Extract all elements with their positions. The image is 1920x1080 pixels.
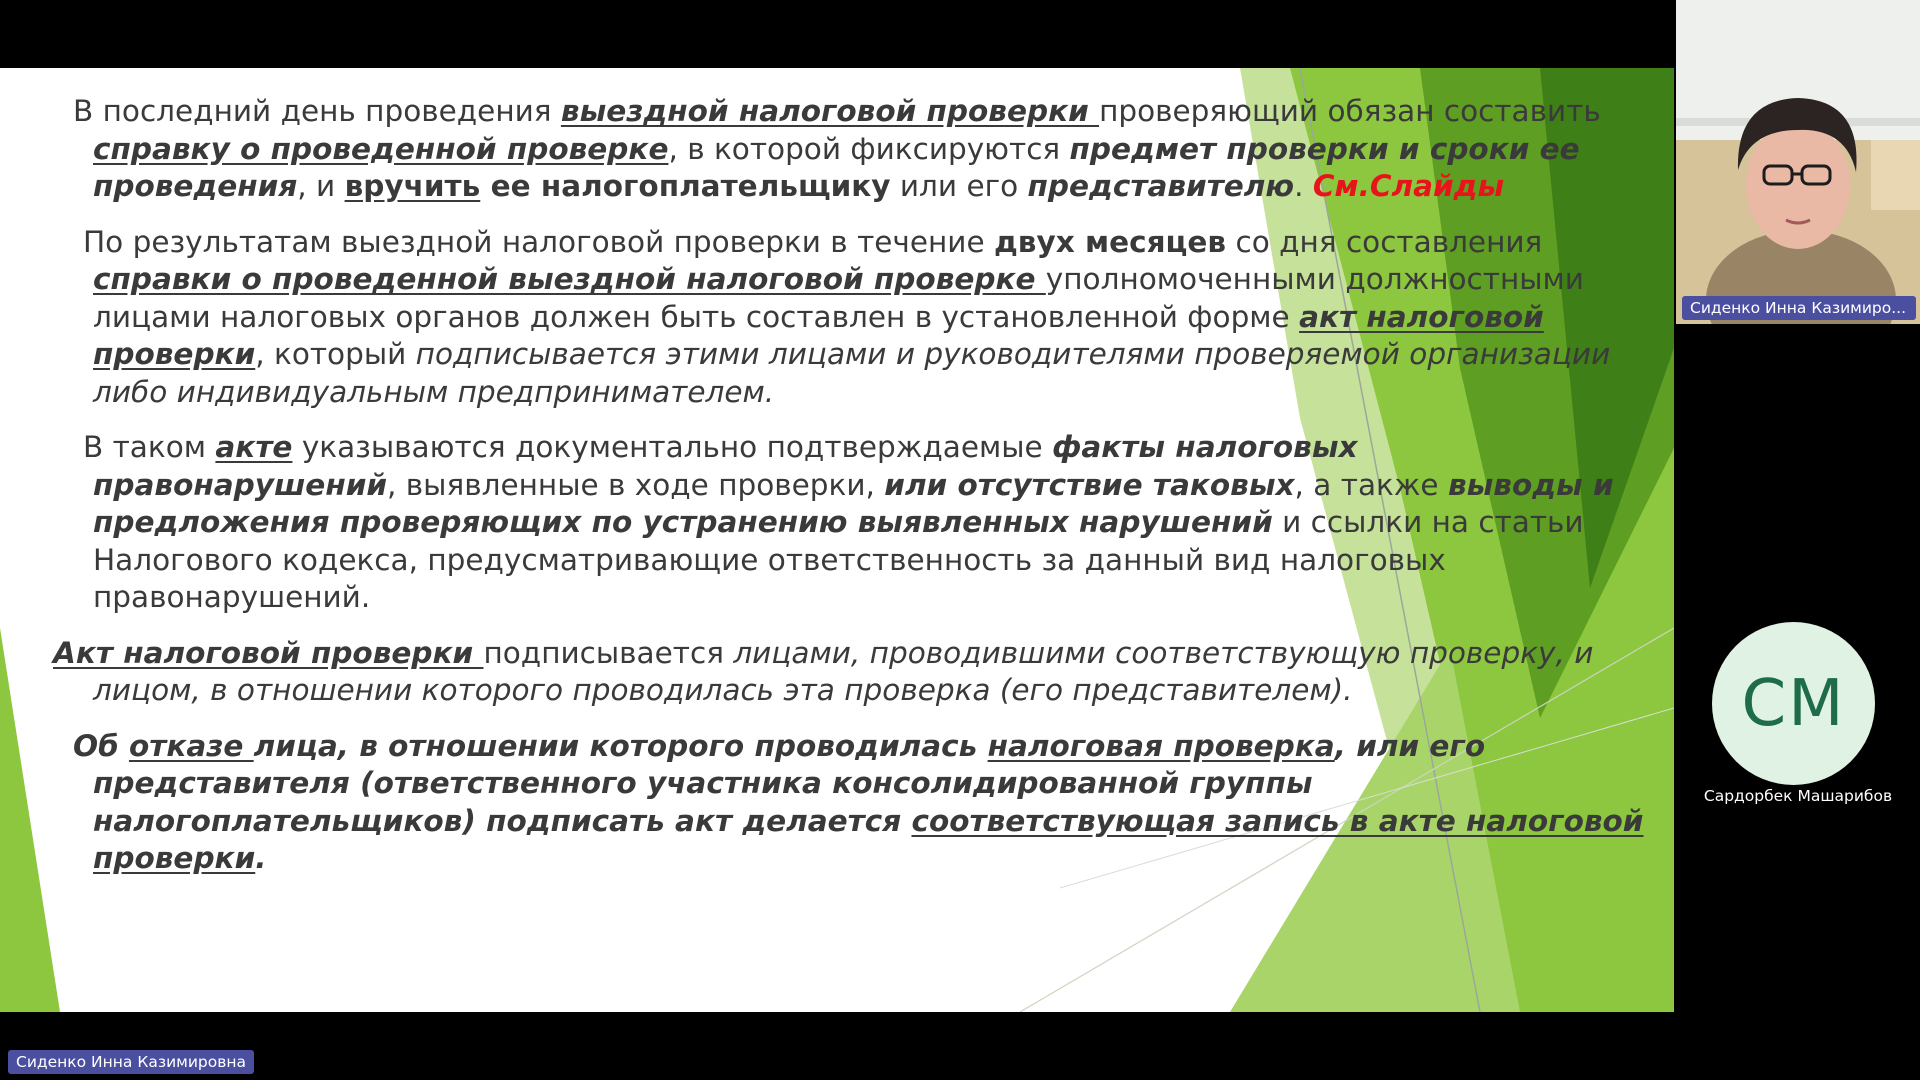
participant-name: Сардорбек Машарибов <box>1703 787 1893 805</box>
paragraph-1 <box>45 93 1655 206</box>
p3-text-4: факты налоговых правонарушений <box>93 430 1358 502</box>
p2-text-1: По результатам выездной налоговой проверки в течение <box>83 224 994 259</box>
p3-text-7: , а также <box>1294 467 1448 502</box>
p3-text-3: указываются документально подтверждаемые <box>292 430 1053 464</box>
speaker-video-tile[interactable] <box>1676 0 1920 324</box>
participant-avatar[interactable] <box>1712 622 1875 785</box>
avatar-initials: СМ <box>1741 666 1846 741</box>
p1-text-9: ее налогоплательщику <box>480 169 891 203</box>
presentation-slide <box>0 68 1674 1012</box>
p1-text-3: проверяющий обязан составить <box>1099 94 1601 128</box>
p3-text-9: и ссылки на статьи Налогового кодекса, предусматривающие ответственность за данный вид налоговых правонарушений. <box>93 505 1584 614</box>
p1-text-8: вручить <box>344 169 481 203</box>
p5-text-2: отказе <box>128 728 254 763</box>
p5-text-5: , или его представителя (ответственного участника консолидированной группы налогоплательщиков) подписать акт делается <box>93 728 1486 838</box>
p2-text-4: справки о проведенной выездной налоговой проверке <box>93 262 1046 296</box>
p4-text-2: подписывается <box>483 635 734 670</box>
p5-text-4: налоговая проверка <box>987 728 1335 763</box>
p1-text-5: , в которой фиксируются <box>668 131 1070 166</box>
p3-text-6: или отсутствие таковых <box>884 467 1295 502</box>
p5-text-6: соответствующая запись в акте налоговой проверки <box>93 803 1644 875</box>
p2-text-7: , который <box>255 337 416 371</box>
p2-text-6: акт налоговой проверки <box>93 299 1544 371</box>
presenter-name-tag: Сиденко Инна Казимировна <box>8 1050 254 1074</box>
p1-text-1: В последний день проведения <box>73 94 561 128</box>
p3-text-5: , выявленные в ходе проверки, <box>387 467 885 502</box>
p1-text-2: выездной налоговой проверки <box>560 94 1100 128</box>
p2-text-5: уполномоченными должностными лицами налоговых органов должен быть составлен в установленной форме <box>93 262 1584 334</box>
speaker-video-feed <box>1676 0 1920 324</box>
p1-text-6: предмет проверки и сроки ее проведения <box>93 131 1580 203</box>
slide-text-body <box>45 93 1655 896</box>
paragraph-4 <box>45 635 1655 710</box>
p5-text-1: Об <box>73 728 129 763</box>
speaker-name-tag: Сиденко Инна Казимиро... <box>1682 296 1916 320</box>
p2-text-8: подписывается этими лицами и руководителями проверяемой организации либо индивидуальным предпринимателем. <box>93 337 1611 409</box>
p5-text-7: . <box>255 841 267 875</box>
p4-text-1: Акт налоговой проверки <box>53 635 484 670</box>
p3-text-1: В таком <box>83 430 216 464</box>
p1-text-4: справку о проведенной проверке <box>93 131 669 166</box>
p1-text-10: или его <box>890 169 1028 203</box>
p1-text-7: , и <box>297 169 345 203</box>
p2-text-2: двух месяцев <box>993 224 1227 259</box>
p3-text-2: акте <box>215 430 293 464</box>
paragraph-2 <box>45 224 1655 412</box>
paragraph-3 <box>45 429 1655 617</box>
p1-text-12: . <box>1294 169 1313 203</box>
p3-text-8: выводы и предложения проверяющих по устранению выявленных нарушений <box>93 467 1614 539</box>
p4-text-3: лицами, проводившими соответствующую проверку, и лицом, в отношении которого проводилась эта проверка (его представителем). <box>93 635 1594 707</box>
p5-text-3: лица, в отношении которого проводилась <box>253 728 988 763</box>
paragraph-5 <box>45 728 1655 878</box>
p1-text-11: представителю <box>1027 169 1295 203</box>
p2-text-3: со дня составления <box>1226 224 1543 259</box>
p1-text-13: См.Слайды <box>1312 169 1505 203</box>
